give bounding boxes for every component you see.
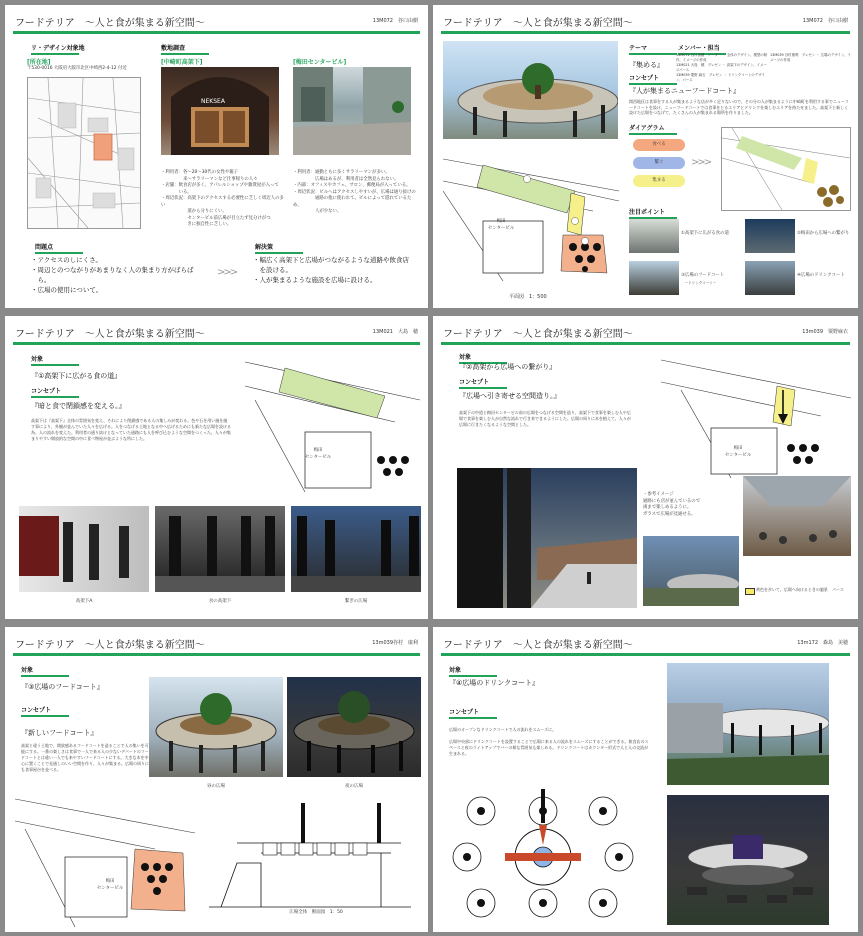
concept-text: 『広場へ引き寄せる空間造り。』 — [459, 392, 561, 400]
site-plan — [15, 793, 195, 927]
section-drawing — [201, 803, 419, 909]
section-caption: 広場全体 断面図 1：50 — [289, 910, 343, 915]
point-thumb-1 — [629, 219, 679, 253]
page-title: フードテリア ～人と食が集まる新空間～ — [443, 18, 633, 29]
point-4-label: ④広場のドリンクコート — [797, 273, 845, 278]
page-title: フードテリア ～人と食が集まる新空間～ — [15, 18, 205, 29]
page-title: フードテリア ～人と食が集まる新空間～ — [15, 640, 205, 651]
caption-3: 繋ぎの広場 — [344, 599, 368, 604]
page-4 — [433, 316, 858, 619]
site-plan — [245, 350, 420, 492]
reference-photo — [743, 476, 851, 556]
page-author: 13M072 谷口由樹 — [802, 18, 848, 24]
caption-1: 高架下A — [75, 599, 93, 604]
location-map — [27, 77, 141, 229]
drink-court-render-day — [667, 663, 829, 785]
concept-body: 広場のオープンなドリンクコートで人の流れをスムーズに。 広場中央部にドリンクコートを設置することで広場に来る人の流れをスムーズにすることができる。飲食店のスペースと夜のライトアップでバーの様な雰囲気も楽しめる。ドリンクコートはカウンター形式で人と人の交流が生まれる。 — [449, 727, 649, 756]
target-label: 対象 — [21, 665, 69, 677]
address-text: 〒530-0016 大阪府大阪市北区中崎西2-4-12 付近 — [27, 66, 127, 71]
underpass-photo — [161, 67, 279, 155]
concept-text: 『新しいフードコート』 — [21, 729, 98, 737]
concept-text: 『暗と食で閉鎖感を変える。』 — [31, 402, 126, 410]
caption-night: 夜の広場 — [345, 784, 363, 789]
page-author: 13M021 大島 穂 — [372, 329, 418, 335]
concept-label: コンセプト — [21, 705, 69, 717]
point-1-label: ①高架下に広がる食の道 — [681, 231, 729, 236]
legend-text: 黄色を歩いて、広場へ向けるときの風景 パース — [756, 587, 844, 592]
survey-notes-a: ・利用者：各～20～30代の女性や親子 来～サラリーマンなど仕事帰りの人々 ・店舗：飲食店が多く、アパレルショップや雑貨屋が入って いる。 ・周辺状況：高架下のアクセスする必要性に乏しく周辺人の多い 道から分りにくい。 センタービル前広場が目立たず見分けがつ きに独自性に乏しい。 — [161, 170, 284, 227]
page-title: フードテリア ～人と食が集まる新空間～ — [443, 640, 633, 651]
concept-body: 高架と違う土地で、開放感あるフードコートを造ることで人の集いを可能にする。一番の楽しさは食事で一人で来る人の少ないデパートのフードコートとは違い一人でも来やすいフードコートにする。大きな木を中心に置くことで見通しのいい空間を作り、人々が集まる。広場の周りにも食事屋台を並べる。 — [21, 743, 149, 772]
survey-label: 敷地調査 — [161, 43, 209, 55]
concept-label: コンセプト — [459, 377, 507, 389]
page-author: 13m039谷村 康利 — [372, 640, 418, 646]
target-text: 『③広場のフードコート』 — [21, 683, 104, 691]
walkway-render — [457, 468, 637, 608]
target-text: 『①高架下に広がる食の道』 — [31, 372, 122, 380]
concept-body: 高架下は『高架下』全体の雰囲気を変え、それにより閉鎖感である人の集しみが変わる。色や石を用い施を施す事により、外観が並んでいた人々を広げる。人をつなげる土地となる中へ広げるためにも新たな広場を設ける為、人の流れを変えた。利用者の通り抜けとなっていた通路にも人を呼び込むような空間をつくった。人々が集まりやすい開放的な空間の中に食べ物屋が並ぶような所にした。 — [31, 418, 231, 441]
site-plan — [661, 350, 851, 478]
render-plaza — [291, 506, 421, 592]
problem-list: ・アクセスのしにくさ。 ・周辺とのつながりがあまりなく人の集まり方がばらば ら。 ・広場の使用について。 — [31, 256, 194, 294]
foodcourt-render — [443, 41, 618, 139]
night-plaza-render — [287, 677, 421, 777]
target-label: 対象 — [459, 352, 507, 364]
caption-2: 食の高架下 — [208, 599, 232, 604]
concept-label: コンセプト — [629, 73, 677, 85]
building-label: 梅田 センタービル — [97, 879, 124, 891]
concept-text: 『人が集まるニューフードコート』 — [629, 87, 741, 95]
title-rule — [441, 342, 850, 345]
member-list-b: 13M039 谷村康利 プレゼン ・ 広場のデザイン、イメージの作成 — [770, 53, 851, 62]
page-author: 13M072 谷口由樹 — [372, 18, 418, 24]
solution-label: 解決策 — [255, 242, 303, 254]
pill-gather: 集まる — [633, 175, 685, 187]
theme-label: テーマ — [629, 43, 677, 55]
building-label: 梅田 センタービル — [725, 446, 752, 458]
point-thumb-2 — [745, 219, 795, 253]
page-title: フードテリア ～人と食が集まる新空間～ — [443, 329, 633, 340]
survey-notes-b: ・利用者：通勤ともに多くサラリーマンが多い。 広場はあるが、利用者は全然見られない。 ・内部：オフィスやカフェ、サロン、郵便局が入っている。 ・周辺状況：ビルへはアクセスしやすいが、広場は通り抜けの 通路の他に使われて、ビルによって隠れているため、 人が少ない。 — [293, 170, 416, 214]
caption-day: 昼の広場 — [207, 784, 225, 789]
svg-text:NEKSEA: NEKSEA — [201, 98, 225, 105]
concept-body: 関西地区は食事をする人が集まるような店が多く足りないので、その分の人が集まるように中崎町を利用する事でニューフードコートを設け、ニューフードコートでは食事をとるエリアとドリンクを楽しむエリアを持たせました。高架下と新しく設けた広場をつなげて、たくさんの人が集まれる場所を作りました。 — [629, 99, 849, 115]
problem-label: 問題点 — [35, 242, 83, 254]
page-1 — [5, 5, 428, 308]
member-list-a: 13M072 谷口由樹 リーダー ・ 全体のデザイン、模型の制作、イメージの作成 13M021 大島 穂 プレゼン ・ 高架下のデザイン、イメージパース 13M039 粟野 麻衣 プレゼン ・ ドリンクコートのデザイン、パース — [676, 53, 768, 82]
render-underpass-b — [155, 506, 285, 592]
arrow-icon: >>> — [691, 157, 711, 168]
points-label: 注目ポイント — [629, 207, 677, 219]
plan-caption: 平面図 1：500 — [509, 294, 547, 300]
point-2-label: ②梅田から広場への繋がり — [797, 231, 850, 236]
target-label: 対象 — [31, 354, 79, 366]
site-plan — [443, 151, 619, 281]
theme-text: 『集める』 — [629, 61, 664, 69]
drink-court-render-night — [667, 795, 829, 925]
point-thumb-4 — [745, 261, 795, 295]
page-2 — [433, 5, 858, 308]
target-text: 『④広場のドリンクコート』 — [449, 679, 539, 687]
diagram-label: ダイアグラム — [629, 123, 677, 135]
legend-swatch — [745, 588, 755, 595]
solution-list: ・幅広く高架下と広場がつながるような道路や飲食店 を設ける。 ・人が集まるような施設を広場に設ける。 — [253, 256, 409, 284]
redesign-label: リ・デザイン対象地 — [31, 43, 85, 55]
day-plaza-render — [149, 677, 283, 777]
building-label: 梅田 センタービル — [305, 448, 332, 460]
title-rule — [441, 31, 850, 34]
member-label: メンバー・担当 — [678, 43, 726, 55]
pill-connect: 繋ぐ — [633, 157, 685, 169]
sub-a-label: [中崎町高架下] — [161, 59, 203, 66]
arrow-icon: >>> — [217, 267, 237, 278]
point-3-label: ③広場のフードコート — [681, 273, 725, 278]
title-rule — [441, 653, 850, 656]
title-rule — [13, 342, 420, 345]
title-rule — [13, 653, 420, 656]
target-text: 『②高架から広場への繋がり』 — [459, 363, 557, 371]
building-label: 梅田 センタービル — [488, 219, 515, 231]
target-label: 対象 — [449, 665, 497, 677]
concept-label: コンセプト — [31, 386, 79, 398]
concept-label: コンセプト — [449, 707, 497, 719]
drink-court-plan — [443, 787, 643, 927]
page-6 — [433, 627, 858, 932]
pill-eat: 食べる — [633, 139, 685, 151]
sub-b-label: [梅田センタービル] — [293, 59, 347, 66]
page-5 — [5, 627, 428, 932]
address-label: [所在地] — [27, 59, 51, 66]
page-author: 13m172 森島 美穂 — [797, 640, 848, 646]
reference-label: ・参考イメージ 通路にも店が並んでいるので 両まで楽しめるように。 ガラスで広場が見通せる。 — [643, 492, 701, 517]
concept-body: 高架下の中道と梅田センタービル前の広場をつなげる空間を造り、高架下で食事を楽しむ人や広場で食事を楽しむ人が自然な流れで行き来できるようにした。広場の周りに木を植えて、人々が広場に行きたくなるような空間とした。 — [459, 410, 631, 427]
render-underpass-a — [19, 506, 149, 592]
point-3-sub: ~ドリンクコート~ — [685, 281, 717, 285]
center-building-photo — [293, 67, 411, 155]
plaza-view-render — [643, 536, 739, 606]
page-3 — [5, 316, 428, 619]
diagram-map — [721, 127, 851, 211]
title-rule — [13, 31, 420, 34]
point-thumb-3 — [629, 261, 679, 295]
page-title: フードテリア ～人と食が集まる新空間～ — [15, 329, 205, 340]
page-author: 13m039 粟野麻衣 — [802, 329, 848, 335]
